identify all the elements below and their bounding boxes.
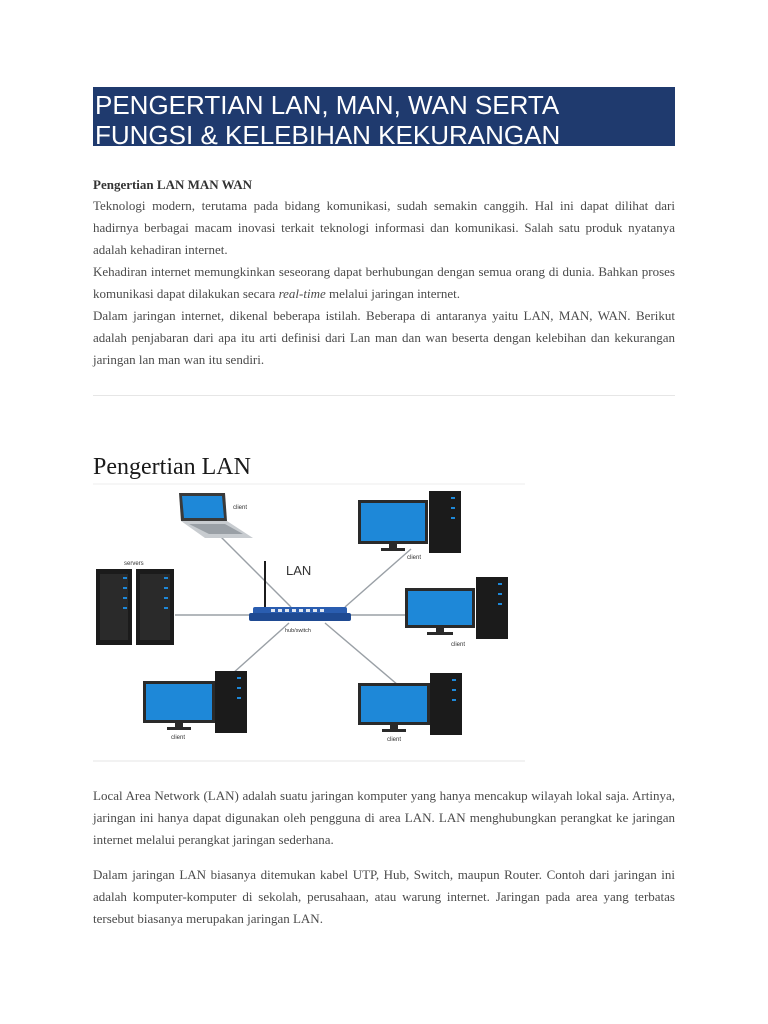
intro-subheading: Pengertian LAN MAN WAN <box>93 177 252 192</box>
intro-p2-text-a: Kehadiran internet memungkinkan seseorang dapat berhubungan dengan semua orang di dunia. Bahkan proses komunikasi dapat dilakukan secara <box>93 264 675 301</box>
cable-client-bottom-right <box>325 623 405 691</box>
lan-paragraph-2: Dalam jaringan LAN biasanya ditemukan kabel UTP, Hub, Switch, maupun Router. Contoh dari jaringan ini adalah komputer-komputer di sekolah, perusahaan, atau warung internet. Jaringan pada area yang terbatas tersebut biasanya merupakan jaringan LAN. <box>93 867 675 926</box>
lan-center-label: LAN <box>286 563 312 578</box>
cable-laptop <box>215 531 291 607</box>
section-divider <box>93 395 675 396</box>
cable-client-top-right <box>345 549 411 607</box>
document-page <box>93 87 675 930</box>
client-bottom-left-label: client <box>171 735 186 741</box>
lan-paragraph-1: Local Area Network (LAN) adalah suatu jaringan komputer yang hanya mencakup wilayah lokal saja. Artinya, jaringan ini hanya dapat digunakan oleh pengguna di area LAN. LAN menghubungkan perangkat ke jaringan internet melalui perangkat jaringan sederhana. <box>93 788 675 847</box>
client-bottom-right-label: client <box>387 737 402 743</box>
switch-label: hub/switch <box>285 628 311 634</box>
client-bottom-left-icon <box>143 671 247 733</box>
title-line-1: PENGERTIAN LAN, MAN, WAN SERTA <box>95 90 560 120</box>
servers-icon <box>96 569 174 645</box>
laptop-client-label: client <box>233 505 248 511</box>
laptop-icon <box>179 493 253 538</box>
client-right-label: client <box>451 642 466 648</box>
lan-network-diagram <box>93 483 525 763</box>
servers-label: servers <box>124 561 144 567</box>
title-banner <box>93 87 675 150</box>
lan-heading: Pengertian LAN <box>93 454 251 480</box>
intro-paragraph-3: Dalam jaringan internet, dikenal beberapa istilah. Beberapa di antaranya yaitu LAN, MAN, WAN. Berikut adalah penjabaran dari apa itu arti definisi dari Lan man dan wan beserta dengan kelebihan dan kekurangan jaringan lan man wan itu sendiri. <box>93 308 675 367</box>
intro-p2-text-b: melalui jaringan internet. <box>325 286 461 301</box>
client-top-right-icon <box>358 491 461 553</box>
title-line-2: FUNGSI & KELEBIHAN KEKURANGAN <box>95 120 561 150</box>
client-right-icon <box>405 577 508 639</box>
intro-paragraph-2 <box>93 261 675 305</box>
client-top-right-label: client <box>407 555 422 561</box>
intro-paragraph-1: Teknologi modern, terutama pada bidang komunikasi, sudah semakin canggih. Hal ini dapat dilihat dari hadirnya berbagai macam inovasi terkait teknologi informasi dan komunikasi. Salah satu produk nyatanya adalah kehadiran internet. <box>93 198 675 257</box>
client-bottom-right-icon <box>358 673 462 735</box>
intro-p2-italic: real-time <box>278 286 326 301</box>
